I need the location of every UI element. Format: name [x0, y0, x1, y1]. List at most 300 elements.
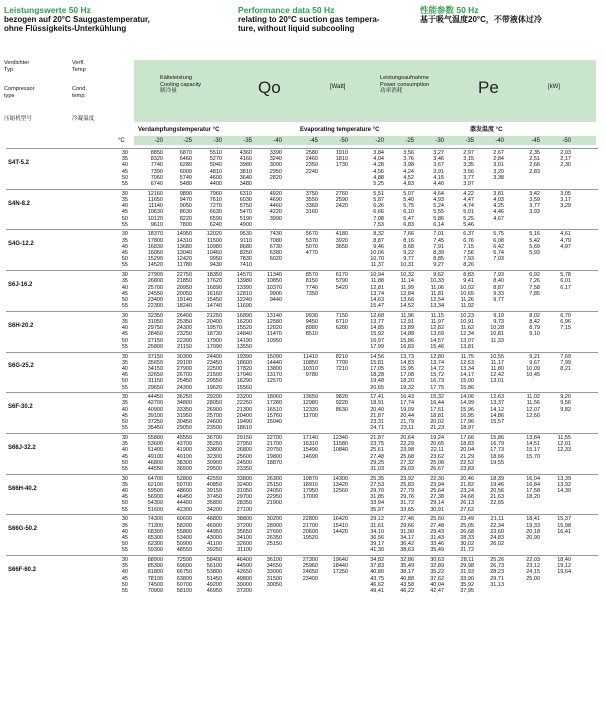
capacity-value: 31950 [176, 412, 192, 419]
power-value: 13,01 [490, 378, 504, 385]
power-value: 4,52 [403, 174, 414, 181]
capacity-value: 46950 [206, 588, 222, 594]
side-cn-temp: 冷凝温度 [72, 116, 95, 122]
capacity-value: 23350 [236, 465, 252, 472]
power-value: 3,35 [463, 162, 474, 169]
power-value: 5,25 [463, 215, 474, 222]
power-value: 22,52 [460, 459, 474, 466]
capacity-value: 8250 [239, 250, 252, 256]
model-name: S4N-8.2 [8, 200, 31, 207]
capacity-value: 3090 [269, 162, 282, 169]
power-value: 34,82 [370, 557, 384, 563]
capacity-value: 10120 [147, 215, 163, 222]
capacity-value: 3480 [239, 181, 252, 187]
capacity-value: 5750 [239, 203, 252, 210]
condensing-temp: 45 [121, 453, 128, 460]
header-cn-title: 性能参数 50 Hz [420, 5, 479, 15]
capacity-value: 24500 [236, 459, 252, 466]
power-value: 31,03 [370, 465, 384, 472]
power-value: 3,46 [433, 156, 444, 163]
power-value: 37,95 [460, 588, 474, 594]
power-value: 9,19 [493, 312, 504, 319]
capacity-value: 17950 [302, 488, 318, 494]
power-value: 20,44 [400, 412, 414, 419]
power-value: 30,63 [430, 557, 444, 563]
condensing-temp: 30 [121, 312, 128, 319]
power-value: 37,83 [370, 563, 384, 570]
capacity-value: 1810 [335, 156, 348, 163]
power-value: 20,90 [526, 534, 540, 541]
power-value: 29,43 [430, 528, 444, 535]
power-value: 5,07 [403, 190, 414, 197]
power-value: 3,76 [403, 156, 414, 163]
power-value: 15,72 [430, 372, 444, 379]
power-value: 8,42 [529, 319, 540, 325]
power-value: 11,37 [370, 262, 384, 269]
capacity-value: 37200 [236, 588, 252, 594]
power-symbol: Pe [478, 78, 499, 97]
capacity-value: 7270 [209, 203, 222, 210]
power-value: 5,69 [529, 243, 540, 250]
capacity-value: 64700 [147, 475, 163, 482]
power-value: 7,91 [433, 243, 444, 250]
power-value: 4,67 [493, 215, 504, 222]
capacity-value: 36100 [266, 557, 282, 563]
capacity-value: 7150 [335, 312, 348, 319]
power-value: 7,85 [529, 290, 540, 297]
power-value: 20,04 [460, 447, 474, 454]
capacity-value: 13390 [236, 284, 252, 291]
capacity-value: 26700 [176, 372, 192, 379]
capacity-value: 9220 [335, 400, 348, 407]
power-value: 7,53 [373, 221, 384, 228]
power-value: 8,02 [529, 312, 540, 319]
capacity-value: 40800 [236, 575, 252, 582]
power-value: 20,65 [430, 441, 444, 448]
capacity-value: 6590 [209, 215, 222, 222]
capacity-value: 3990 [269, 215, 282, 222]
power-value: 46,22 [400, 588, 414, 594]
capacity-value: 4920 [269, 190, 282, 197]
power-value: 4,93 [433, 196, 444, 203]
capacity-value: 5480 [179, 181, 192, 187]
evap-temp-header: -30 [435, 138, 444, 144]
power-value: 16,41 [557, 528, 571, 535]
capacity-value: 31050 [147, 319, 163, 325]
power-value: 20,65 [370, 384, 384, 391]
power-value: 27,53 [370, 481, 384, 488]
power-value: 12,84 [400, 290, 414, 297]
capacity-value: 19490 [236, 419, 252, 425]
power-value: 24,71 [370, 425, 384, 432]
power-value: 10,28 [490, 325, 504, 332]
capacity-value: 3160 [305, 209, 318, 216]
condensing-temp: 50 [121, 419, 128, 425]
capacity-value: 32300 [206, 453, 222, 460]
condensing-temp: 35 [121, 481, 128, 488]
capacity-value: 41900 [176, 447, 192, 454]
condensing-temp: 50 [121, 337, 128, 344]
capacity-value: 12420 [176, 256, 192, 263]
capacity-value: 20600 [302, 528, 318, 535]
capacity-value: 22300 [147, 303, 163, 310]
model-name: S6F-30.2 [8, 404, 33, 411]
power-value: 6,66 [373, 209, 384, 216]
capacity-value: 56100 [206, 563, 222, 570]
capacity-value: 6870 [179, 150, 192, 156]
capacity-value: 4360 [239, 150, 252, 156]
capacity-value: 5790 [335, 278, 348, 285]
condensing-temp: 40 [121, 406, 128, 413]
condensing-temp: 45 [121, 331, 128, 338]
capacity-value: 27600 [266, 528, 282, 535]
power-value: 6,76 [463, 237, 474, 244]
capacity-value: 40850 [206, 481, 222, 488]
capacity-value: 24600 [206, 419, 222, 425]
capacity-value: 50700 [176, 481, 192, 488]
power-value: 23,92 [400, 475, 414, 482]
power-value: 4,56 [373, 168, 384, 175]
capacity-value: 6740 [150, 181, 163, 187]
power-value: 14,52 [400, 303, 414, 310]
power-value: 12,63 [490, 394, 504, 401]
power-value: 15,70 [526, 453, 540, 460]
power-value: 10,06 [370, 250, 384, 256]
condensing-temp: 55 [121, 181, 128, 187]
capacity-value: 44450 [147, 394, 163, 401]
power-value: 25,68 [400, 453, 414, 460]
capacity-value: 56900 [147, 494, 163, 501]
condensing-temp: 45 [121, 412, 128, 419]
condensing-temp: 40 [121, 365, 128, 372]
power-value: 16,95 [460, 412, 474, 419]
power-value: 25,60 [430, 516, 444, 523]
power-value: 25,00 [526, 575, 540, 582]
power-value: 21,29 [460, 453, 474, 460]
capacity-value: 2760 [335, 190, 348, 197]
power-value: 11,80 [490, 365, 504, 372]
capacity-value: 11470 [267, 331, 282, 338]
capacity-value: 12020 [266, 325, 282, 332]
power-value: 29,71 [490, 575, 504, 582]
capacity-value: 16310 [302, 441, 318, 448]
power-value: 35,49 [430, 547, 444, 554]
power-value: 15,86 [400, 337, 414, 344]
power-value: 2,97 [463, 150, 474, 156]
capacity-value: 9900 [269, 290, 282, 297]
condensing-temp: 35 [121, 563, 128, 570]
capacity-value: 32600 [236, 541, 252, 548]
capacity-value: 15520 [236, 325, 252, 332]
capacity-value: 19390 [236, 353, 252, 360]
power-value: 42,47 [430, 588, 444, 594]
power-value: 17,74 [400, 400, 414, 407]
power-value: 5,87 [373, 196, 384, 203]
evap-temp-header: -25 [405, 138, 414, 144]
capacity-value: 33000 [266, 569, 282, 576]
capacity-value: 14190 [236, 337, 252, 344]
power-value: 35,97 [370, 506, 384, 513]
capacity-value: 10980 [206, 243, 222, 250]
capacity-value: 14420 [332, 528, 348, 535]
power-value: 17,08 [400, 372, 414, 379]
capacity-value: 46800 [147, 459, 163, 466]
power-value: 23,98 [400, 447, 414, 454]
power-value: 13,81 [460, 343, 474, 350]
power-value: 11,62 [460, 325, 474, 332]
power-value: 29,98 [460, 563, 474, 570]
power-value: 18,81 [430, 412, 444, 419]
power-value: 4,64 [433, 190, 444, 197]
capacity-value: 4770 [305, 250, 318, 256]
power-value: 3,42 [529, 190, 540, 197]
capacity-value: 6240 [209, 221, 222, 228]
power-value: 9,22 [403, 250, 414, 256]
capacity-value: 51400 [147, 447, 163, 454]
capacity-value: 6280 [335, 325, 348, 332]
capacity-value: 10460 [206, 250, 222, 256]
capacity-value: 17040 [236, 372, 252, 379]
power-value: 15,96 [460, 406, 474, 413]
power-value: 12,34 [460, 331, 474, 338]
power-value: 3,77 [529, 203, 540, 210]
capacity-value: 81800 [147, 569, 163, 576]
condensing-temp: 55 [121, 465, 128, 472]
condensing-temp: 35 [121, 359, 128, 366]
power-value: 43,58 [400, 581, 414, 588]
capacity-value: 4690 [269, 196, 282, 203]
power-value: 19,12 [557, 563, 571, 570]
power-value: 5,75 [493, 231, 504, 238]
power-value: 9,77 [493, 296, 504, 303]
capacity-value: 26350 [266, 534, 282, 541]
capacity-value: 11580 [333, 441, 348, 448]
condensing-temp: 40 [121, 243, 128, 250]
power-value: 7,01 [433, 231, 444, 238]
capacity-value: 32350 [147, 312, 163, 319]
power-value: 18,66 [490, 453, 504, 460]
capacity-value: 7700 [335, 359, 348, 366]
capacity-value: 44500 [236, 563, 252, 570]
capacity-value: 20950 [176, 284, 192, 291]
capacity-value: 37150 [147, 353, 163, 360]
model-name: S6G-25.2 [8, 363, 34, 370]
capacity-value: 18610 [236, 425, 252, 432]
capacity-value: 34100 [236, 534, 252, 541]
power-value: 30,02 [460, 541, 474, 548]
capacity-value: 15090 [266, 353, 282, 360]
capacity-value: 12240 [236, 296, 252, 303]
model-name: S66F-60.2 [8, 566, 37, 573]
capacity-value: 25150 [266, 541, 282, 548]
power-value: 10,33 [430, 278, 444, 285]
power-value: 5,40 [403, 196, 414, 203]
capacity-value: 31050 [236, 488, 252, 494]
power-value: 9,77 [403, 256, 414, 263]
capacity-value: 18600 [236, 359, 252, 366]
power-value: 25,05 [460, 522, 474, 529]
condensing-temp: 50 [121, 215, 128, 222]
power-value: 27,48 [430, 522, 444, 529]
capacity-value: 13420 [332, 481, 348, 488]
capacity-value: 16830 [147, 243, 163, 250]
model-separator [6, 474, 598, 475]
power-value: 28,23 [490, 569, 504, 576]
power-value: 12,33 [557, 447, 571, 454]
capacity-value: 37250 [147, 419, 163, 425]
power-value: 24,15 [526, 569, 540, 576]
power-value: 16,04 [526, 475, 540, 482]
capacity-value: 25150 [266, 481, 282, 488]
capacity-value: 74500 [147, 581, 163, 588]
power-value: 14,63 [370, 296, 384, 303]
capacity-value: 62100 [147, 481, 163, 488]
power-value: 26,68 [460, 528, 474, 535]
capacity-value: 46900 [206, 522, 222, 529]
capacity-value: 26800 [236, 447, 252, 454]
power-value: 39,17 [370, 541, 384, 548]
capacity-value: 40900 [147, 406, 163, 413]
capacity-value: 25350 [176, 319, 192, 325]
power-value: 2,66 [529, 162, 540, 169]
power-value: 29,66 [400, 522, 414, 529]
capacity-value: 4160 [239, 156, 252, 163]
power-value: 36,56 [370, 534, 384, 541]
power-value: 14,57 [430, 337, 444, 344]
power-value: 11,26 [460, 296, 474, 303]
power-value: 7,56 [463, 250, 474, 256]
power-value: 5,16 [529, 231, 540, 238]
capacity-value: 35650 [147, 359, 163, 366]
evap-temp-header: -45 [309, 138, 318, 144]
power-value: 11,99 [400, 284, 414, 291]
condensing-temp: 55 [121, 262, 128, 269]
capacity-value: 4810 [209, 168, 222, 175]
evap-temp-header: -35 [465, 138, 474, 144]
capacity-value: 53400 [176, 534, 192, 541]
power-value: 15,95 [400, 365, 414, 372]
power-value: 35,49 [400, 563, 414, 570]
condensing-temp: 35 [121, 237, 128, 244]
power-value: 33,90 [460, 575, 474, 582]
capacity-value: 6030 [239, 196, 252, 203]
capacity-value: 16890 [236, 312, 252, 319]
power-value: 22,29 [400, 441, 414, 448]
power-value: 38,63 [400, 547, 414, 554]
capacity-value: 10630 [147, 209, 163, 216]
capacity-value: 18730 [206, 331, 222, 338]
capacity-value: 12560 [332, 488, 348, 494]
model-separator [6, 148, 598, 149]
power-value: 4,61 [560, 231, 571, 238]
capacity-value: 17090 [206, 343, 222, 350]
side-unit: °C [118, 138, 125, 144]
evap-cn: 蒸发温度 °C [470, 127, 503, 133]
power-value: 13,34 [430, 303, 444, 310]
power-value: 2,03 [560, 150, 571, 156]
power-value: 19,09 [400, 406, 414, 413]
capacity-symbol: Qo [258, 78, 281, 97]
evap-temp-header: -35 [243, 138, 252, 144]
header-en-title: Performance data 50 Hz [238, 5, 335, 15]
capacity-value: 21500 [206, 372, 222, 379]
power-value: 7,15 [560, 325, 571, 332]
evap-en: Evaporating temperature °C [300, 127, 380, 133]
capacity-value: 85300 [147, 563, 163, 570]
power-value: 23,83 [460, 465, 474, 472]
power-value: 6,70 [560, 312, 571, 319]
power-value: 5,25 [373, 181, 384, 187]
capacity-value: 29150 [236, 434, 252, 441]
power-value: 3,81 [493, 190, 504, 197]
power-value: 18,97 [460, 425, 474, 432]
power-value: 2,51 [529, 156, 540, 163]
capacity-value: 78100 [147, 575, 163, 582]
capacity-value: 8210 [335, 353, 348, 360]
capacity-value: 5740 [179, 174, 192, 181]
condensing-temp: 30 [121, 150, 128, 156]
capacity-value: 7390 [150, 168, 163, 175]
capacity-value: 53800 [206, 569, 222, 576]
power-value: 20,56 [490, 488, 504, 494]
capacity-value: 9430 [209, 262, 222, 269]
condensing-temp: 50 [121, 296, 128, 303]
capacity-value: 6630 [209, 209, 222, 216]
capacity-value: 42550 [206, 475, 222, 482]
capacity-value: 54300 [147, 500, 163, 507]
capacity-value: 7610 [209, 196, 222, 203]
capacity-value: 58100 [176, 588, 192, 594]
capacity-value: 42700 [147, 400, 163, 407]
capacity-value: 50900 [176, 541, 192, 548]
power-value: 2,35 [529, 150, 540, 156]
capacity-value: 26900 [206, 406, 222, 413]
power-value: 28,11 [460, 557, 474, 563]
capacity-value: 10310 [302, 365, 318, 372]
condensing-temp: 55 [121, 221, 128, 228]
power-value: 5,86 [433, 215, 444, 222]
capacity-value: 59300 [147, 547, 163, 554]
capacity-value: 7350 [305, 290, 318, 297]
evap-temp-header: -20 [375, 138, 384, 144]
power-value: 9,46 [373, 243, 384, 250]
capacity-value: 7740 [305, 284, 318, 291]
capacity-value: 6460 [179, 156, 192, 163]
power-value: 26,67 [430, 465, 444, 472]
power-value: 13,92 [557, 481, 571, 488]
capacity-value: 28050 [206, 400, 222, 407]
power-value: 34,10 [370, 528, 384, 535]
capacity-value: 7210 [335, 365, 348, 372]
capacity-value: 1730 [335, 162, 348, 169]
power-value: 23,75 [370, 441, 384, 448]
power-value: 10,81 [490, 331, 504, 338]
capacity-value: 43700 [176, 441, 192, 448]
capacity-value: 10850 [302, 359, 318, 366]
power-value: 29,14 [430, 500, 444, 507]
power-value: 11,88 [370, 278, 384, 285]
capacity-value: 17820 [236, 365, 252, 372]
power-value: 14,72 [430, 365, 444, 372]
capacity-value: 18350 [206, 272, 222, 279]
power-value: 3,91 [433, 168, 444, 175]
capacity-value: 20400 [206, 319, 222, 325]
capacity-value: 35250 [206, 441, 222, 448]
capacity-value: 71300 [147, 522, 163, 529]
power-value: 4,74 [463, 203, 474, 210]
evap-temp-header: -50 [562, 138, 571, 144]
capacity-value: 12570 [266, 378, 282, 385]
